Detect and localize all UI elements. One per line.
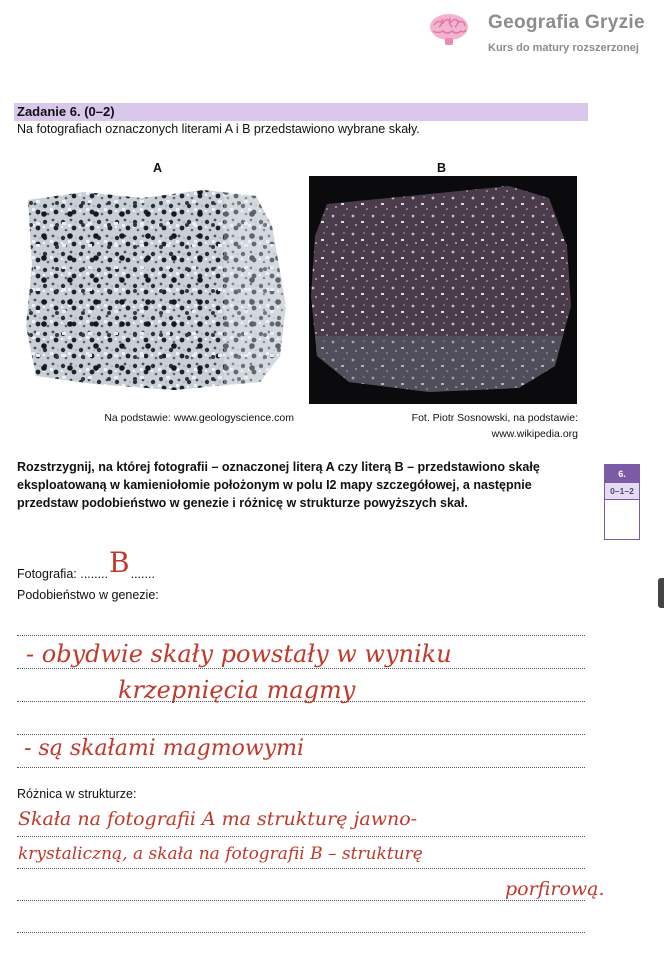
photo-a-caption: Na podstawie: www.geologyscience.com xyxy=(104,412,294,424)
question-text: Rozstrzygnij, na której fotografii – oznaczonej literą A czy literą B – przedstawiono skałę eksploatowaną w kamieniołomie położonym w polu I2 mapy szczegółowej, a następnie przedstaw podobieństwo w genezie i różnicę w strukturze powyższych skał. xyxy=(17,460,540,510)
score-box xyxy=(604,464,640,540)
score-points: 0–1–2 xyxy=(605,483,639,500)
answer-line xyxy=(17,734,585,735)
similarity-handwritten-line2: krzepnięcia magmy xyxy=(118,676,356,704)
photo-answer-handwritten: B xyxy=(109,546,130,579)
photo-b-porphyry-image xyxy=(309,176,577,404)
photo-answer-field xyxy=(17,546,155,585)
score-task-number: 6. xyxy=(605,465,639,483)
difference-handwritten-line2: krystaliczną, a skała na fotografii B – strukturę xyxy=(18,844,423,864)
difference-label: Różnica w strukturze: xyxy=(17,787,137,801)
photo-a-label: A xyxy=(153,161,163,175)
page-edge-tab xyxy=(658,578,664,608)
answer-line xyxy=(17,836,585,837)
answer-line xyxy=(17,900,585,901)
similarity-handwritten-line3: - są skałami magmowymi xyxy=(24,736,305,761)
photo-answer-label: Fotografia: xyxy=(17,567,81,581)
answer-line xyxy=(17,868,585,869)
brand-title: Geografia Gryzie xyxy=(488,12,645,33)
photo-b-caption-line1: Fot. Piotr Sosnowski, na podstawie: xyxy=(411,412,578,424)
brand-subtitle: Kurs do matury rozszerzonej xyxy=(488,42,639,54)
similarity-label: Podobieństwo w genezie: xyxy=(17,588,159,602)
photo-b-label: B xyxy=(437,161,447,175)
answer-line xyxy=(17,767,585,768)
answer-line xyxy=(17,668,585,669)
photo-a-granite-image xyxy=(24,186,288,396)
brain-icon xyxy=(428,12,470,46)
task-title: Zadanie 6. (0–2) xyxy=(17,104,115,119)
photo-answer-dots-after: ....... xyxy=(130,567,155,581)
answer-line xyxy=(17,932,585,933)
difference-handwritten-line3: porfirową. xyxy=(505,878,605,900)
answer-line xyxy=(17,635,585,636)
photo-b-caption-line2: www.wikipedia.org xyxy=(491,428,578,440)
difference-handwritten-line1: Skała na fotografii A ma strukturę jawno- xyxy=(18,808,418,830)
task-intro: Na fotografiach oznaczonych literami A i B przedstawiono wybrane skały. xyxy=(17,122,420,136)
photo-answer-dots-before: ........ xyxy=(80,567,109,581)
similarity-handwritten-line1: - obydwie skały powstały w wyniku xyxy=(26,640,452,668)
